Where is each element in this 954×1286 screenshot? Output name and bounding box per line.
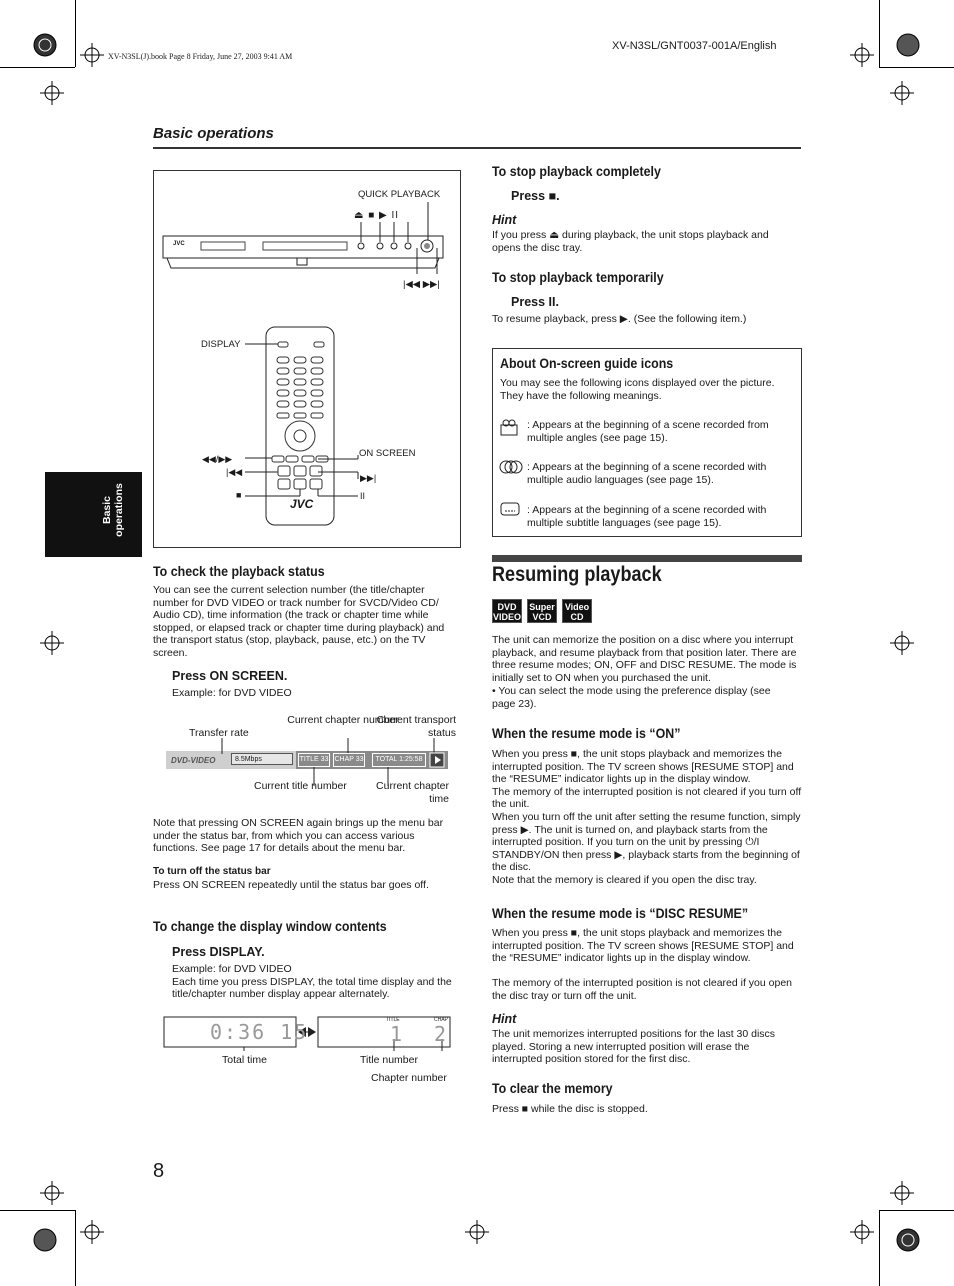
remote-brand: JVC bbox=[290, 497, 314, 511]
hint-label-2: Hint bbox=[492, 1012, 517, 1026]
press-pause: Press II. bbox=[511, 295, 559, 309]
turn-off-heading: To turn off the status bar bbox=[153, 866, 271, 877]
change-display-heading: To change the display window contents bbox=[153, 919, 387, 934]
stop-label: ■ bbox=[236, 490, 242, 500]
clear-memory-heading: To clear the memory bbox=[492, 1081, 613, 1096]
subtitle-icon-text: : Appears at the beginning of a scene recorded with multiple subtitle languages (see page 15). bbox=[527, 504, 767, 529]
seg-time: 0:36 15 bbox=[210, 1020, 309, 1044]
resume-on-heading: When the resume mode is “ON” bbox=[492, 726, 681, 741]
menu-bar-note: Note that pressing ON SCREEN again brings up the menu bar under the status bar, from which you can access various functions. See page 17 for details about the menu bar. bbox=[153, 817, 444, 855]
disc-logos bbox=[492, 599, 597, 625]
guide-icons-set bbox=[499, 419, 523, 519]
status-title: TITLE 33 bbox=[298, 753, 330, 767]
on-screen-label: ON SCREEN bbox=[359, 448, 416, 459]
transfer-rate-label: Transfer rate bbox=[189, 727, 249, 739]
check-status-text: You can see the current selection number (the title/chapter number for DVD VIDEO or track number for SVCD/Video CD/ Audio CD), time information (the track or chapter time while stopped, or elapsed track or chapter time during playback) and the transport status (stop, playback, pause, etc.) on the TV screen. bbox=[153, 584, 445, 659]
device-figure bbox=[153, 170, 461, 548]
hint-text-2: The unit memorizes interrupted positions for the last 30 discs played. Storing a new interrupted position will erase the interrupted position stored for the first disc. bbox=[492, 1028, 776, 1066]
side-tab bbox=[45, 472, 142, 557]
player-remote-illustration bbox=[153, 170, 461, 548]
resume-on-text: When you press ■, the unit stops playback and memorizes the interrupted position. The TV screen shows [RESUME STOP] and the “RESUME” indicator lights up in the display window. The memory of the interrupted position is not cleared if you turn off the unit. When you turn off the unit after setting the resume function, simply press ▶. The unit is turned on, and playback starts from the interrupted position. If you turn on the unit by pressing ⏻/I STANDBY/ON then press ▶, playback starts from the beginning of the disc. Note that the memory is cleared if you open the disc tray. bbox=[492, 748, 802, 886]
title-number-label: Title number bbox=[360, 1054, 418, 1066]
header-rule bbox=[153, 147, 801, 149]
guide-icons-box bbox=[492, 348, 802, 537]
current-title-label: Current title number bbox=[254, 780, 347, 792]
resume-intro: The unit can memorize the position on a disc where you interrupt playback, and resume playback from that position later. There are three resume modes; ON, OFF and DISC RESUME. The mode is initially set to ON when you purchased the unit. bbox=[492, 634, 797, 684]
hint-text-1: If you press ⏏ during playback, the unit stops playback and opens the disc tray. bbox=[492, 229, 769, 254]
pause-label: II bbox=[360, 491, 366, 501]
player-buttons-label: ⏏ ■ ▶ II bbox=[354, 210, 400, 221]
example-label: Example: for DVD VIDEO bbox=[172, 687, 292, 699]
section-title: Basic operations bbox=[153, 125, 274, 142]
resume-title: Resuming playback bbox=[492, 563, 662, 586]
svcd-logo: Super VCD bbox=[527, 599, 557, 623]
change-display-text: Example: for DVD VIDEO Each time you press DISPLAY, the total time display and the title/chapter number display appear alternately. bbox=[172, 963, 452, 1001]
document-code: XV-N3SL/GNT0037-001A/English bbox=[612, 40, 777, 52]
status-rate: 8.5Mbps bbox=[231, 753, 293, 765]
side-tab-label: Basic operations bbox=[101, 483, 125, 537]
seg-title: 1 bbox=[390, 1022, 403, 1046]
status-disc: DVD-VIDEO bbox=[171, 756, 216, 765]
tiny-title: TITLE bbox=[386, 1017, 400, 1023]
total-time-label: Total time bbox=[222, 1054, 267, 1066]
skip-buttons-label: |◀◀ ▶▶| bbox=[403, 279, 440, 290]
stop-complete-heading: To stop playback completely bbox=[492, 164, 661, 179]
turn-off-text: Press ON SCREEN repeatedly until the status bar goes off. bbox=[153, 879, 429, 891]
press-stop: Press ■. bbox=[511, 189, 560, 203]
stop-temp-note: To resume playback, press ▶. (See the following item.) bbox=[492, 313, 747, 325]
status-chap: CHAP 33 bbox=[333, 753, 365, 767]
guide-icons-intro: You may see the following icons displayed over the picture. They have the following meanings. bbox=[500, 377, 775, 402]
resume-bar bbox=[492, 555, 802, 562]
hint-label-1: Hint bbox=[492, 213, 517, 227]
resume-disc-text: When you press ■, the unit stops playback and memorizes the interrupted position. The TV screen shows [RESUME STOP] and the “RESUME” indicator lights up in the display window. The memory of the interrupted position is not cleared if you open the disc tray or turn off the unit. bbox=[492, 927, 794, 1002]
press-display: Press DISPLAY. bbox=[172, 945, 265, 959]
display-label: DISPLAY bbox=[201, 339, 241, 350]
current-transport-label: Current transport status bbox=[376, 714, 456, 739]
dvd-video-logo: DVD VIDEO bbox=[492, 599, 522, 623]
clear-memory-text: Press ■ while the disc is stopped. bbox=[492, 1103, 648, 1115]
tiny-chap: CHAP bbox=[434, 1017, 448, 1023]
press-on-screen: Press ON SCREEN. bbox=[172, 669, 288, 683]
current-chapter-time-label: Current chapter time bbox=[376, 780, 449, 805]
status-total: TOTAL 1:25:58 bbox=[372, 753, 426, 767]
seg-chap: 2 bbox=[434, 1022, 447, 1046]
angle-icon-text: : Appears at the beginning of a scene recorded from multiple angles (see page 15). bbox=[527, 419, 769, 444]
player-brand: JVC bbox=[173, 241, 185, 247]
guide-icons-heading: About On-screen guide icons bbox=[500, 356, 674, 371]
prev-label: |◀◀ bbox=[226, 467, 243, 477]
chapter-number-label: Chapter number bbox=[371, 1072, 447, 1084]
quick-playback-label: QUICK PLAYBACK bbox=[358, 189, 441, 200]
audio-icon-text: : Appears at the beginning of a scene recorded with multiple audio languages (see page 15). bbox=[527, 461, 767, 486]
file-info: XV-N3SL(J).book Page 8 Friday, June 27, 2003 9:41 AM bbox=[108, 52, 293, 61]
next-label: ▶▶| bbox=[360, 473, 377, 483]
check-status-heading: To check the playback status bbox=[153, 564, 325, 579]
resume-disc-heading: When the resume mode is “DISC RESUME” bbox=[492, 906, 749, 921]
page-number: 8 bbox=[153, 1160, 165, 1182]
vcd-logo: Video CD bbox=[562, 599, 592, 623]
current-chapter-label: Current chapter number bbox=[287, 714, 399, 726]
resume-bullet: • You can select the mode using the preference display (see page 23). bbox=[492, 685, 771, 710]
stop-temp-heading: To stop playback temporarily bbox=[492, 270, 664, 285]
rew-ff-label: ◀◀/▶▶ bbox=[202, 454, 233, 464]
